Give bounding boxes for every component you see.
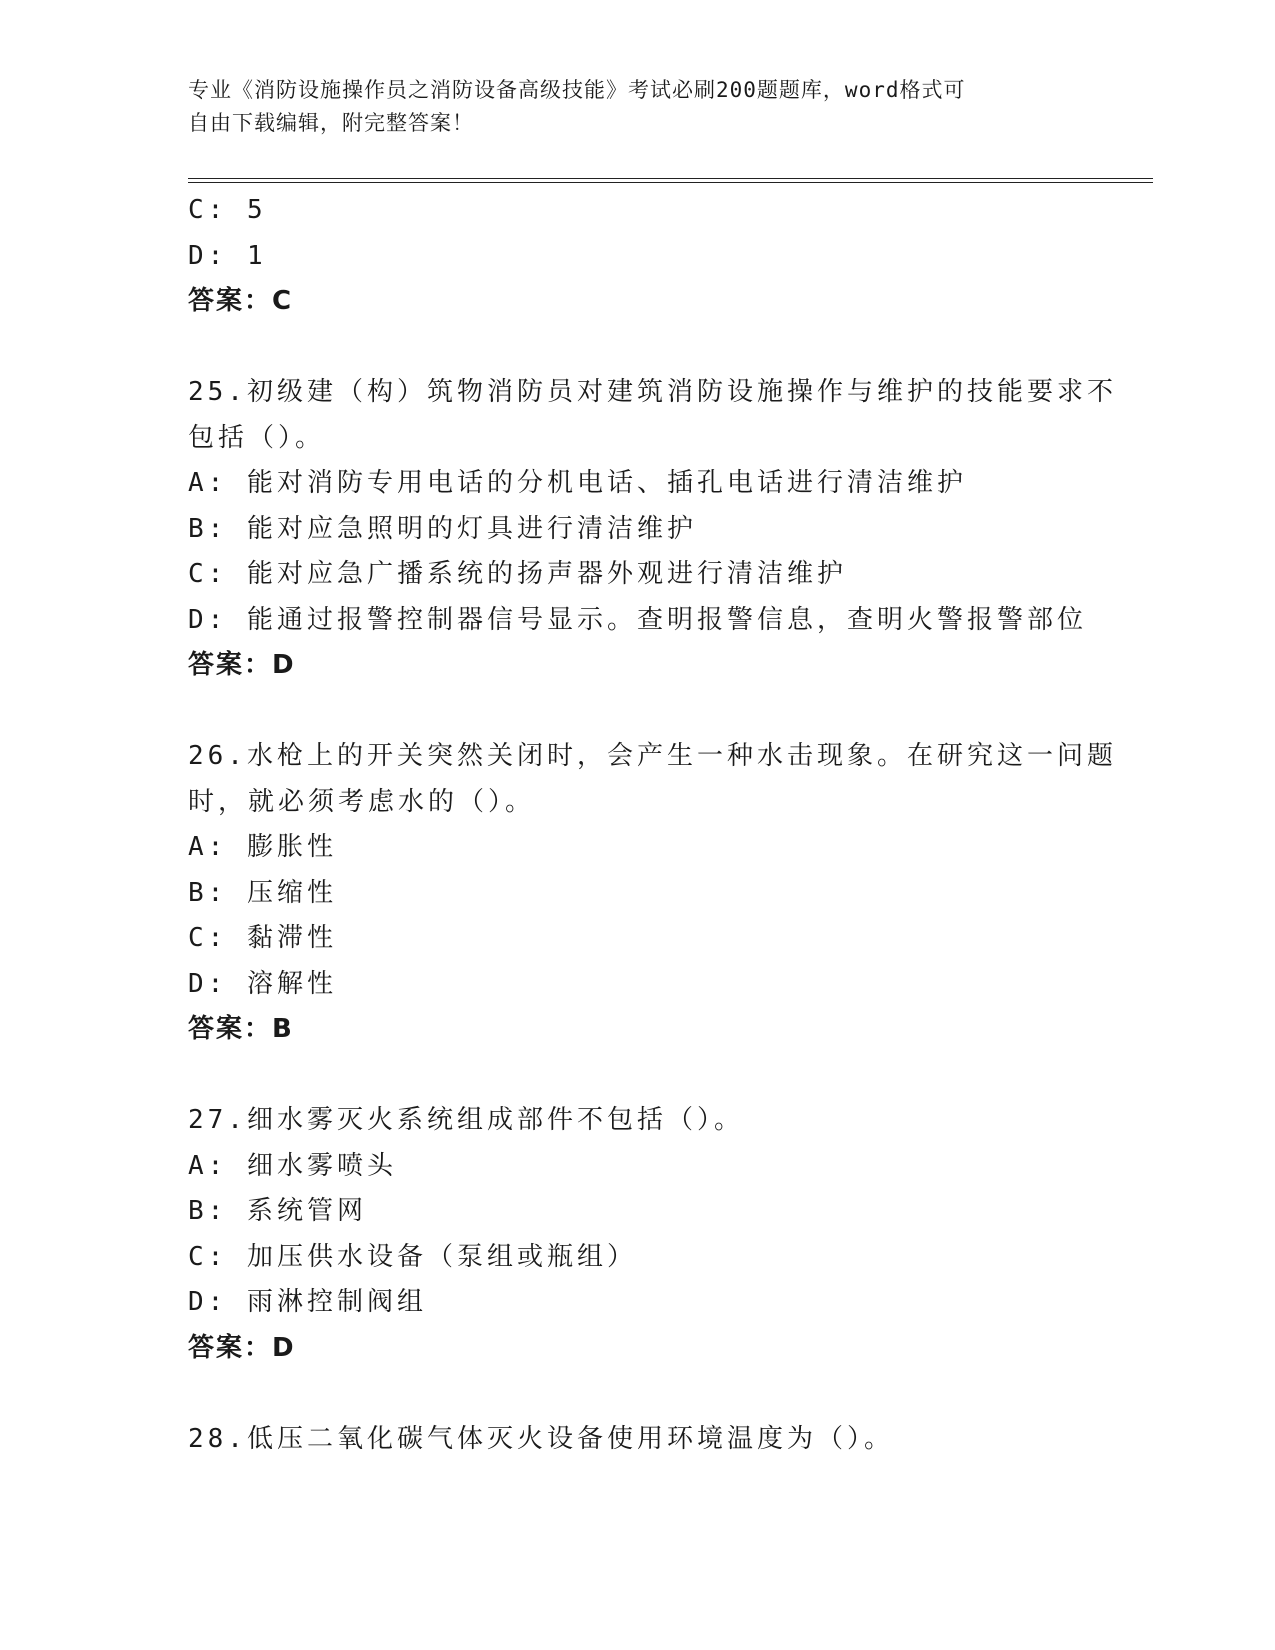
document-body [188,188,1118,1462]
question-25 [188,370,1118,689]
option-d: D: 溶解性 [188,968,337,999]
document-header [188,74,1088,140]
question-27 [188,1098,1118,1371]
option-a: A: 膨胀性 [188,832,337,862]
answer-line: 答案：C [188,286,294,316]
header-line-1: 专业《消防设施操作员之消防设备高级技能》考试必刷200题题库，word格式可 [188,78,966,102]
question-26 [188,734,1118,1053]
option-b: B: 系统管网 [188,1196,367,1226]
option-c: C: 能对应急广播系统的扬声器外观进行清洁维护 [188,559,847,589]
question-stem: 26.水枪上的开关突然关闭时，会产生一种水击现象。在研究这一问题 [188,741,1117,771]
question-stem-cont: 时，就必须考虑水的（）。 [188,786,536,817]
question-stem-cont: 包括（）。 [188,422,326,453]
header-divider-top [188,178,1153,179]
answer-line: 答案：D [188,1332,296,1363]
header-divider-bottom [188,182,1153,183]
option-a: A: 细水雾喷头 [188,1150,397,1181]
answer-line: 答案：B [188,1014,294,1044]
question-stem: 28.低压二氧化碳气体灭火设备使用环境温度为（）。 [188,1423,894,1454]
option-d: D: 能通过报警控制器信号显示。查明报警信息，查明火警报警部位 [188,604,1087,635]
question-stem: 25.初级建（构）筑物消防员对建筑消防设施操作与维护的技能要求不 [188,377,1117,407]
header-line-2: 自由下载编辑，附完整答案！ [188,111,474,135]
option-d: D: 1 [188,240,267,271]
option-a: A: 能对消防专用电话的分机电话、插孔电话进行清洁维护 [188,468,967,498]
option-c: C: 5 [188,195,267,225]
answer-line: 答案：D [188,650,296,680]
option-c: C: 加压供水设备（泵组或瓶组） [188,1241,637,1272]
option-d: D: 雨淋控制阀组 [188,1287,427,1317]
option-b: B: 能对应急照明的灯具进行清洁维护 [188,513,697,544]
previous-question-tail [188,188,1118,325]
question-stem: 27.细水雾灭火系统组成部件不包括（）。 [188,1105,744,1135]
option-b: B: 压缩性 [188,877,337,908]
question-28 [188,1417,1118,1463]
option-c: C: 黏滞性 [188,923,337,953]
